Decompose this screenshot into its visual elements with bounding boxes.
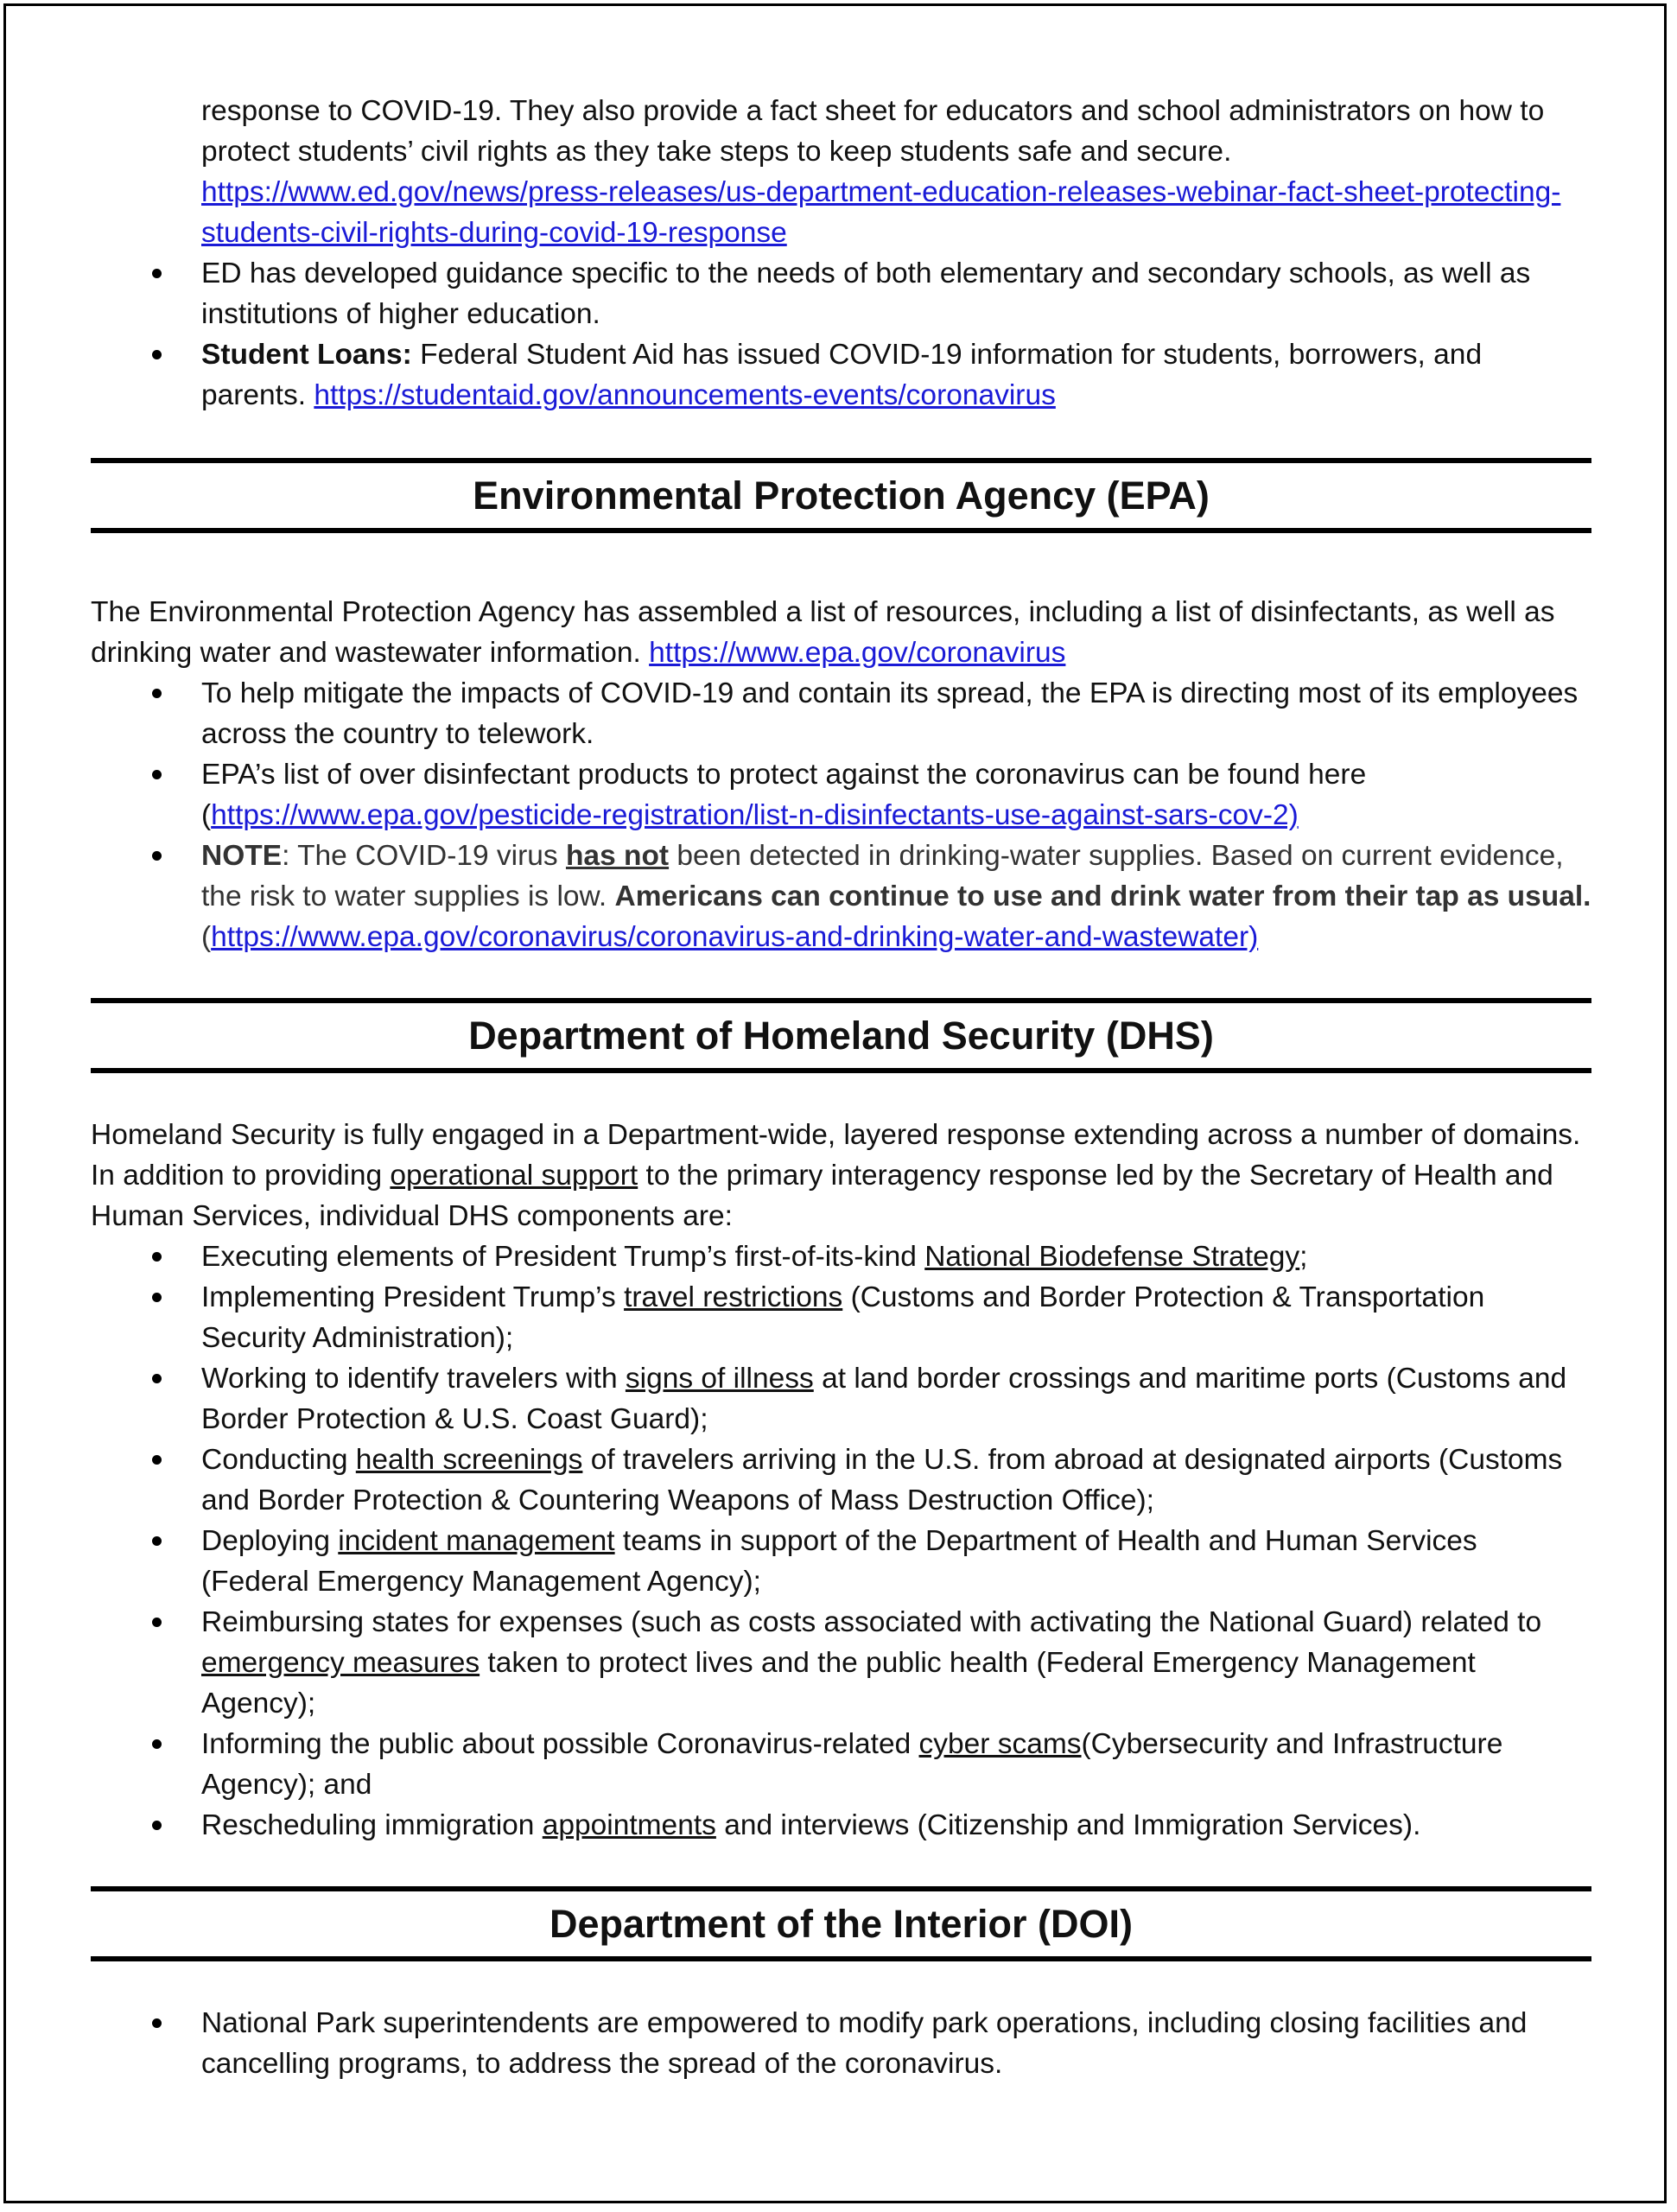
signs-of-illness-link[interactable]: signs of illness	[625, 1363, 814, 1395]
epa-heading: Environmental Protection Agency (EPA)	[91, 458, 1591, 533]
travel-restrictions-link[interactable]: travel restrictions	[624, 1281, 843, 1313]
dhs-bullet-text: Rescheduling immigration	[201, 1809, 543, 1841]
epa-disinfectant-bullet	[91, 754, 1591, 836]
dhs-bullet-text: and interviews (Citizenship and Immigration Services).	[715, 1809, 1421, 1841]
document-page	[3, 3, 1667, 2203]
dhs-bullet	[91, 1277, 1591, 1358]
note-bold-statement: Americans can continue to use and drink water from their tap as usual.	[614, 880, 1591, 912]
incident-management-link[interactable]: incident management	[338, 1525, 615, 1557]
dhs-bullet	[91, 1358, 1591, 1440]
doi-heading: Department of the Interior (DOI)	[91, 1886, 1591, 1961]
dhs-bullet-text: ;	[1299, 1241, 1308, 1273]
ed-webinar-link[interactable]: https://www.ed.gov/news/press-releases/us-department-education-releases-webinar-fact-sheet-protecting-students-civil-rights-during-covid-19-response	[201, 176, 1561, 249]
page-content	[91, 91, 1591, 2084]
note-text-2: been detected in drinking-water supplies. Based on current evidence, the risk to water supplies is low.	[201, 840, 1564, 912]
dhs-bullet-text: (Cybersecurity and Infrastructure Agency); and	[201, 1728, 1503, 1801]
doi-parks-bullet: National Park superintendents are empowered to modify park operations, including closing facilities and cancelling programs, to address the spread of the coronavirus.	[91, 2003, 1591, 2084]
epa-telework-bullet: To help mitigate the impacts of COVID-19 and contain its spread, the EPA is directing most of its employees across the country to telework.	[91, 673, 1591, 754]
cyber-scams-link[interactable]: cyber scams	[918, 1728, 1082, 1760]
note-text-1: : The COVID-19 virus	[282, 840, 566, 872]
dhs-bullet-text: (Customs and Border Protection & Transportation Security Administration);	[201, 1281, 1485, 1354]
ed-section	[91, 91, 1591, 416]
dhs-bullet-text: Executing elements of President Trump’s first-of-its-kind	[201, 1241, 925, 1273]
health-screenings-link[interactable]: health screenings	[355, 1444, 583, 1476]
dhs-bullet	[91, 1602, 1591, 1724]
dhs-bullet-text: Implementing President Trump’s	[201, 1281, 625, 1313]
dhs-bullet-text: Reimbursing states for expenses (such as costs associated with activating the National Guard) related to	[201, 1606, 1542, 1638]
dhs-bullet-text: Deploying	[201, 1525, 339, 1557]
dhs-bullet-text: Informing the public about possible Coronavirus-related	[201, 1728, 919, 1760]
epa-drinking-water-link[interactable]: https://www.epa.gov/coronavirus/coronavirus-and-drinking-water-and-wastewater)	[211, 921, 1259, 953]
epa-disinfectant-paren: (	[201, 799, 212, 831]
note-label: NOTE	[201, 840, 283, 872]
dhs-bullet	[91, 1236, 1591, 1277]
ed-student-loans-bullet	[91, 334, 1591, 416]
dhs-bullet-text: taken to protect lives and the public health (Federal Emergency Management Agency);	[201, 1647, 1476, 1719]
doi-section	[91, 2003, 1591, 2084]
epa-disinfectant-link[interactable]: https://www.epa.gov/pesticide-registration/list-n-disinfectants-use-against-sars-cov-2)	[211, 799, 1299, 831]
national-biodefense-strategy-link[interactable]: National Biodefense Strategy	[924, 1241, 1300, 1273]
ed-webinar-text: response to COVID-19. They also provide a fact sheet for educators and school administrators on how to protect students’ civil rights as they take steps to keep students safe and secure.	[201, 95, 1545, 168]
epa-disinfectant-text: EPA’s list of over disinfectant products to protect against the coronavirus can be found here	[201, 759, 1367, 791]
dhs-bullet	[91, 1805, 1591, 1846]
studentaid-link[interactable]: https://studentaid.gov/announcements-events/coronavirus	[314, 379, 1056, 411]
doi-bullet-list	[91, 2003, 1591, 2084]
emergency-measures-link[interactable]: emergency measures	[201, 1647, 480, 1679]
dhs-bullet-text: Conducting	[201, 1444, 356, 1476]
appointments-link[interactable]: appointments	[542, 1809, 716, 1841]
dhs-bullet	[91, 1724, 1591, 1805]
dhs-section	[91, 1115, 1591, 1846]
dhs-intro	[91, 1115, 1591, 1236]
dhs-bullet	[91, 1521, 1591, 1602]
dhs-bullet-text: at land border crossings and maritime ports (Customs and Border Protection & U.S. Coast Guard);	[201, 1363, 1567, 1435]
dhs-bullet-text: teams in support of the Department of Health and Human Services (Federal Emergency Management Agency);	[201, 1525, 1477, 1598]
dhs-heading: Department of Homeland Security (DHS)	[91, 998, 1591, 1073]
dhs-bullet-list	[91, 1236, 1591, 1846]
dhs-bullet	[91, 1440, 1591, 1521]
epa-note-bullet	[91, 836, 1591, 957]
epa-intro	[91, 592, 1591, 673]
ed-guidance-bullet: ED has developed guidance specific to the needs of both elementary and secondary schools, as well as institutions of higher education.	[91, 253, 1591, 334]
operational-support-link[interactable]: operational support	[390, 1160, 638, 1192]
student-loans-text: Federal Student Aid has issued COVID-19 information for students, borrowers, and parents.	[201, 339, 1483, 411]
student-loans-label: Student Loans:	[201, 339, 412, 371]
epa-bullet-list	[91, 673, 1591, 957]
ed-bullet-list	[91, 253, 1591, 416]
dhs-bullet-text: Working to identify travelers with	[201, 1363, 626, 1395]
ed-continued-text	[91, 91, 1591, 253]
epa-intro-text: The Environmental Protection Agency has assembled a list of resources, including a list of disinfectants, as well as drinking water and wastewater information.	[91, 596, 1555, 669]
note-paren: (	[201, 921, 212, 953]
dhs-intro-text-1: Homeland Security is fully engaged in a Department-wide, layered response extending across a number of domains. In addition to providing	[91, 1119, 1581, 1192]
dhs-intro-text-2: to the primary interagency response led by the Secretary of Health and Human Services, individual DHS components are:	[91, 1160, 1553, 1232]
epa-coronavirus-link[interactable]: https://www.epa.gov/coronavirus	[649, 637, 1066, 669]
epa-section	[91, 592, 1591, 957]
note-has-not: has not	[565, 840, 670, 872]
dhs-bullet-text: of travelers arriving in the U.S. from abroad at designated airports (Customs and Border Protection & Countering Weapons of Mass Destruction Office);	[201, 1444, 1563, 1516]
